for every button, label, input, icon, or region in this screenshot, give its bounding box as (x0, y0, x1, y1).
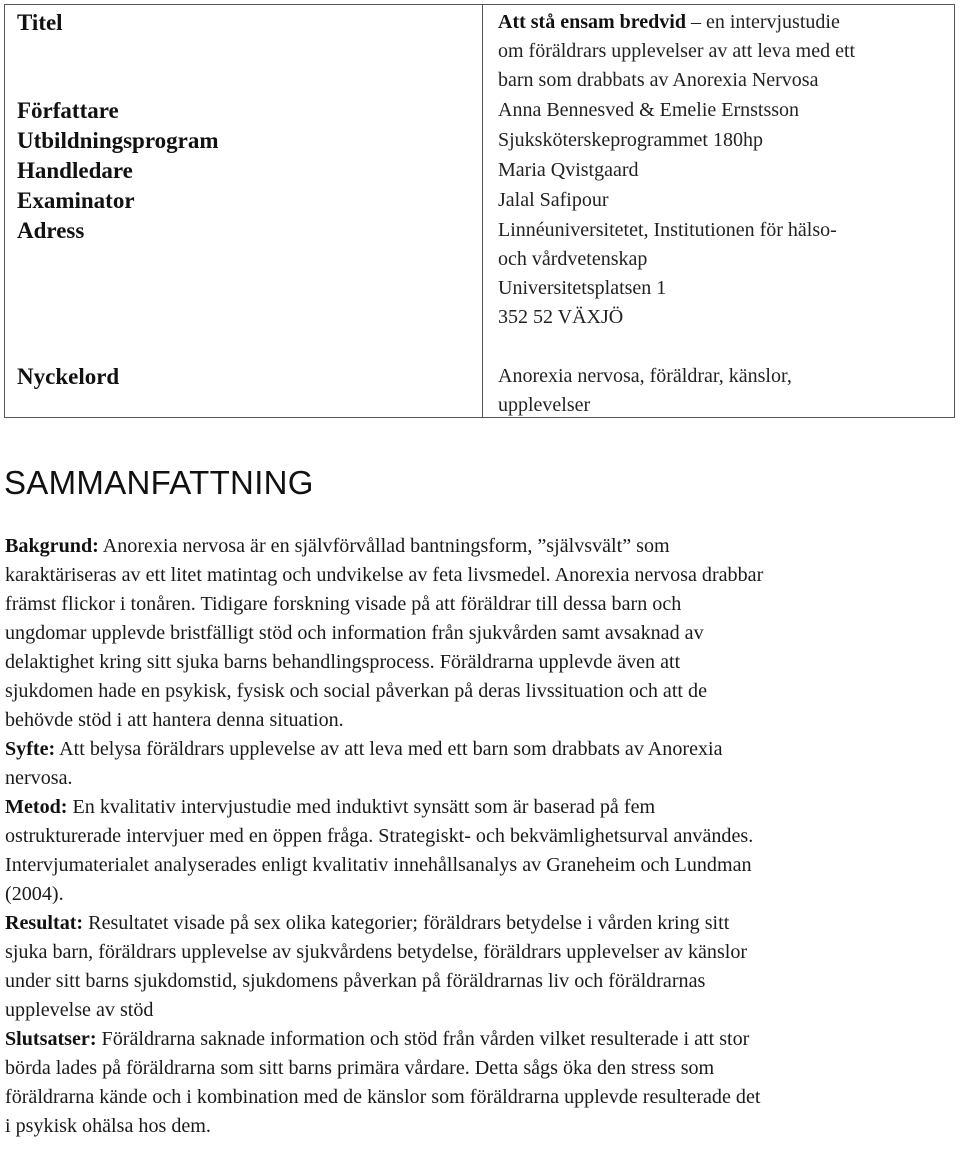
examiner-value: Jalal Safipour (498, 189, 609, 211)
abstract-line: nervosa. (5, 767, 73, 789)
keywords-label: Nyckelord (17, 364, 120, 389)
abstract-line: upplevelse av stöd (5, 999, 154, 1021)
authors-label: Författare (17, 98, 119, 123)
abstract-line: delaktighet kring sitt sjuka barns behandlingsprocess. Föräldrarna upplevde även att (5, 651, 681, 673)
abstract-line (5, 532, 955, 561)
abstract-line: ungdomar upplevde bristfälligt stöd och information från sjukvården samt avsaknad av (5, 622, 704, 644)
abstract-line: karaktäriseras av ett litet matintag och undvikelse av feta livsmedel. Anorexia nervosa drabbar (5, 564, 764, 586)
abstract-line (5, 735, 955, 764)
abstract-line: under sitt barns sjukdomstid, sjukdomens påverkan på föräldrarnas liv och föräldrarnas (5, 970, 706, 992)
abstract-line (5, 1025, 955, 1054)
metadata-labels-cell (5, 5, 483, 418)
metod-text: En kvalitativ intervjustudie med induktivt synsätt som är baserad på fem (67, 796, 656, 818)
summary-heading: SAMMANFATTNING (4, 464, 314, 501)
abstract-line: Intervjumaterialet analyserades enligt kvalitativ innehållsanalys av Graneheim och Lundman (5, 854, 752, 876)
abstract-line (5, 793, 955, 822)
bakgrund-label: Bakgrund: (5, 535, 99, 557)
title-value-line1 (498, 8, 840, 38)
abstract-line: behövde stöd i att hantera denna situation. (5, 709, 344, 731)
title-bold: Att stå ensam bredvid (498, 11, 686, 33)
metadata-table (4, 4, 955, 418)
title-value-line2: om föräldrars upplevelser av att leva med ett (498, 40, 856, 62)
abstract-line: föräldrarna kände och i kombination med de känslor som föräldrarna upplevde resulterade det (5, 1086, 761, 1108)
address-value-line1: Linnéuniversitetet, Institutionen för hälso- (498, 219, 837, 241)
syfte-label: Syfte: (5, 738, 56, 760)
supervisor-value: Maria Qvistgaard (498, 159, 639, 181)
abstract-line: sjuka barn, föräldrars upplevelse av sjukvårdens betydelse, föräldrars upplevelser av känslor (5, 941, 748, 963)
abstract-line: främst flickor i tonåren. Tidigare forskning visade på att föräldrar till dessa barn och (5, 593, 682, 615)
abstract-line: ostrukturerade intervjuer med en öppen fråga. Strategiskt- och bekvämlighetsurval användes. (5, 825, 754, 847)
resultat-text: Resultatet visade på sex olika kategorier; föräldrars betydelse i vården kring sitt (83, 912, 730, 934)
title-rest: – en intervjustudie (685, 11, 840, 33)
abstract-line: (2004). (5, 883, 64, 905)
slutsatser-label: Slutsatser: (5, 1028, 97, 1050)
address-label: Adress (17, 218, 85, 243)
bakgrund-text: Anorexia nervosa är en självförvållad bantningsform, ”självsvält” som (98, 535, 670, 557)
abstract-line: börda lades på föräldrarna som sitt barns primära vårdare. Detta sågs öka den stress som (5, 1057, 715, 1079)
syfte-text: Att belysa föräldrars upplevelse av att leva med ett barn som drabbats av Anorexia (55, 738, 723, 760)
abstract-line: i psykisk ohälsa hos dem. (5, 1115, 211, 1137)
abstract-line (5, 909, 955, 938)
program-value: Sjuksköterskeprogrammet 180hp (498, 129, 763, 151)
program-label: Utbildningsprogram (17, 128, 219, 153)
abstract-body (5, 532, 955, 1141)
address-value-line3: Universitetsplatsen 1 (498, 277, 667, 299)
supervisor-label: Handledare (17, 158, 133, 183)
keywords-value-line1: Anorexia nervosa, föräldrar, känslor, (498, 365, 792, 387)
abstract-line: sjukdomen hade en psykisk, fysisk och social påverkan på deras livssituation och att de (5, 680, 708, 702)
title-label: Titel (17, 10, 63, 35)
metadata-values-cell (483, 5, 955, 418)
examiner-label: Examinator (17, 188, 135, 213)
title-value-line3: barn som drabbats av Anorexia Nervosa (498, 69, 819, 91)
address-value-line4: 352 52 VÄXJÖ (498, 306, 624, 328)
address-value-line2: och vårdvetenskap (498, 248, 648, 270)
keywords-value-line2: upplevelser (498, 394, 591, 416)
resultat-label: Resultat: (5, 912, 84, 934)
authors-value: Anna Bennesved & Emelie Ernstsson (498, 99, 800, 121)
slutsatser-text: Föräldrarna saknade information och stöd från vården vilket resulterade i att stor (96, 1028, 750, 1050)
metod-label: Metod: (5, 796, 68, 818)
